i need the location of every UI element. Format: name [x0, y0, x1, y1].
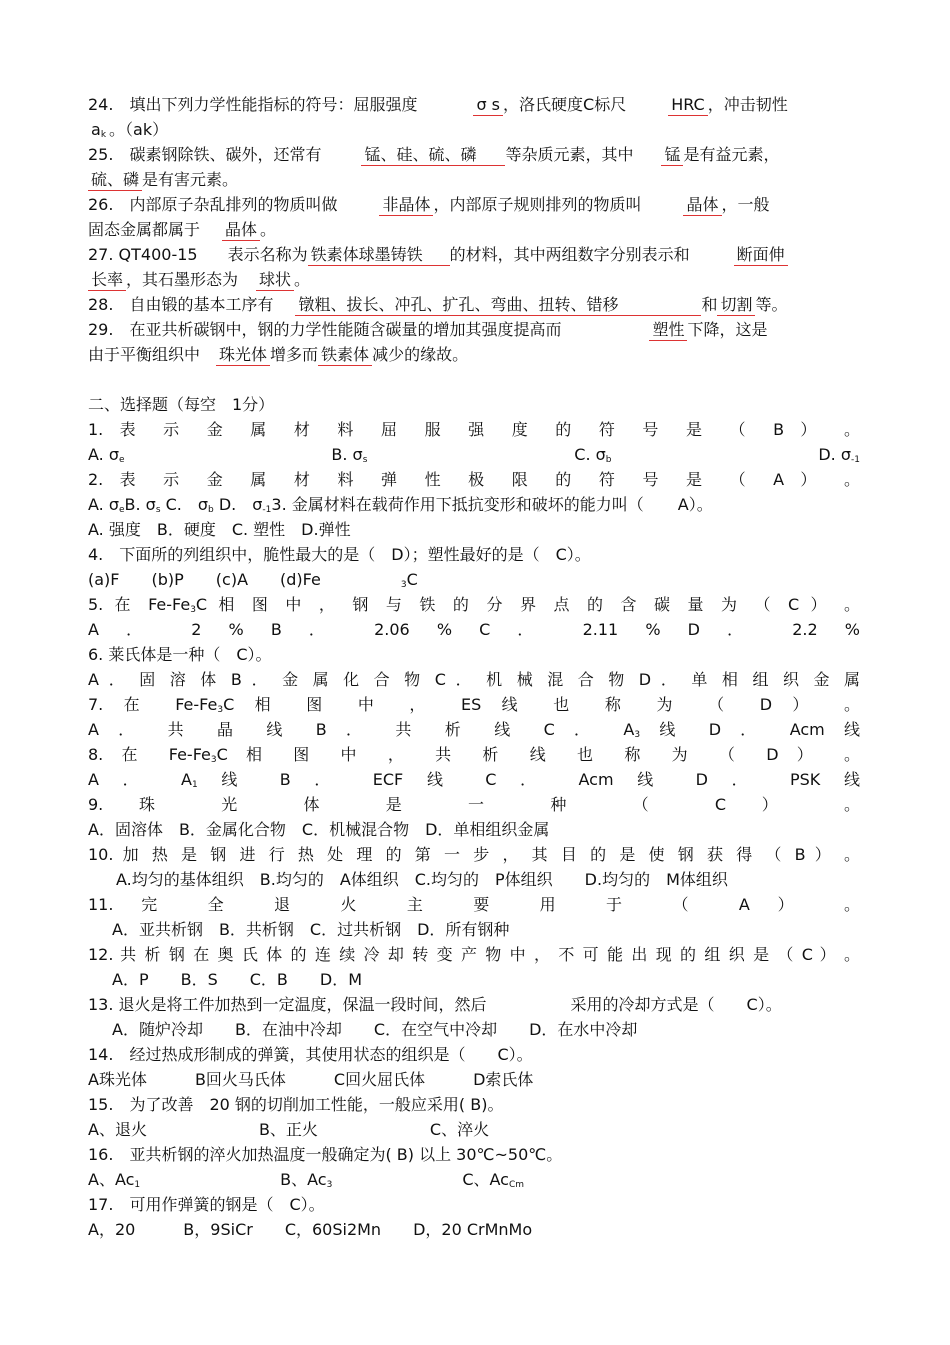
- choice-q2: 2. 表 示 金 属 材 料 弹 性 极 限 的 符 号 是 （ A ） 。: [88, 470, 860, 489]
- choice-q10-options: A.均匀的基体组织 B.均匀的 A体组织 C.均匀的 P体组织 D.均匀的 M体组织: [116, 870, 728, 889]
- q24-line2: [88, 117, 860, 142]
- q28-text: 28. 自由锻的基本工序有: [88, 295, 274, 314]
- q25-answer-beneficial: 锰: [661, 145, 683, 166]
- q24-text3: ，冲击韧性: [707, 95, 788, 114]
- q24-line1: [88, 92, 860, 117]
- document-page: [88, 92, 860, 1242]
- q27-text2: 的材料，其中两组数字分别表示和: [449, 245, 690, 264]
- choice-q17-options: A，20 B，9SiCr C，60Si2Mn D，20 CrMnMo: [88, 1220, 533, 1239]
- choice-q15: 15. 为了改善 20 钢的切削加工性能，一般应采用( B)。: [88, 1095, 504, 1114]
- q27-text3: ，其石墨形态为: [126, 270, 239, 289]
- q26-text4: 固态金属都属于: [88, 220, 201, 239]
- choice-q11-options: A．亚共析钢 B．共析钢 C．过共析钢 D．所有钢种: [112, 920, 510, 939]
- q29-answer-ferrite: 铁素体: [318, 345, 372, 366]
- choice-q12: 12. 共 析 钢 在 奥 氏 体 的 连 续 冷 却 转 变 产 物 中 ， 不 可 能 出 现 的 组 织 是 （ C ） 。: [88, 945, 860, 964]
- choice-q6: 6. 莱氏体是一种（ C）。: [88, 645, 272, 664]
- q29-answer-plasticity: 塑性: [649, 320, 687, 341]
- q25-text3: 是有益元素，: [683, 145, 780, 164]
- q27-text: 27. QT400-15: [88, 245, 198, 264]
- q26-answer-crystal: 晶体: [683, 195, 721, 216]
- q29-answer-pearlite: 珠光体: [216, 345, 270, 366]
- choice-q13-options: A．随炉冷却 B．在油中冷却 C．在空气中冷却 D．在水中冷却: [112, 1020, 638, 1039]
- q24-answer-ak: $a_k$: [88, 120, 109, 142]
- q27-line1: 27. QT400-15 表示名称为 铁素体球墨铸铁 的材料，其中两组数字分别表示和 断面伸: [88, 242, 860, 267]
- q27-answer-shape: 球状: [256, 270, 294, 291]
- choice-q14: 14. 经过热成形制成的弹簧，其使用状态的组织是（ C）。: [88, 1045, 533, 1064]
- q24-answer-yield: σ s: [473, 95, 503, 116]
- choice-q9: 9. 珠 光 体 是 一 种 （ C ） 。: [88, 795, 860, 814]
- choice-q2-options-q3: A. $\sigma_eB$. $\sigma_s$ C. $\sigma_b$ D. $\sigma_{-1}3$. 金属材料在载荷作用下抵抗变形和破坏的能力叫（ A）。: [88, 495, 713, 515]
- q27-line2: 长率 ，其石墨形态为 球状 。: [88, 267, 860, 292]
- choice-q4-options: (a)F (b)P (c)A (d)Fe $_3$C: [88, 570, 418, 590]
- q26-text2: ，内部原子规则排列的物质叫: [433, 195, 642, 214]
- q26-line1: [88, 192, 860, 217]
- choice-q5-options: A ． 2 % B ． 2.06 % C ． 2.11 % D ． 2.2 %: [88, 620, 860, 639]
- choice-q16: 16. 亚共析钢的淬火加热温度一般确定为( B) 以上 30℃~50℃。: [88, 1145, 563, 1164]
- q26-text: 26. 内部原子杂乱排列的物质叫做: [88, 195, 338, 214]
- choice-q5: 5. 在 $Fe-Fe_3C$ 相 图 中 ， 钢 与 铁 的 分 界 点 的 含 碳 量 为 （ C ） 。: [88, 595, 860, 615]
- q24-text: 24. 填出下列力学性能指标的符号：屈服强度: [88, 95, 418, 114]
- q28-answer-operations: 镦粗、拔长、冲孔、扩孔、弯曲、扭转、错移: [295, 295, 701, 316]
- choice-q4: 4. 下面所的列组织中，脆性最大的是（ D）；塑性最好的是（ C）。: [88, 545, 591, 564]
- choice-q12-options: A．P B．S C．B D．M: [112, 970, 363, 989]
- choice-q13: 13. 退火是将工件加热到一定温度，保温一段时间，然后 采用的冷却方式是（ C）。: [88, 995, 782, 1014]
- choice-q8-options: A ． $A_1$ 线 B ． ECF 线 C ． Acm 线 D ． PSK 线: [88, 770, 860, 790]
- q28-answer-cut: 切割: [717, 295, 755, 316]
- choice-q6-options: A ． 固 溶 体 B ． 金 属 化 合 物 C ． 机 械 混 合 物 D ． 单 相 组 织 金 属: [88, 670, 860, 689]
- q27-answer-name: 铁素体球墨铸铁: [308, 245, 450, 266]
- choice-q3-options: A. 强度 B．硬度 C. 塑性 D.弹性: [88, 520, 351, 539]
- choice-q7: 7. 在 $Fe-Fe_3C$ 相 图 中 ， ES 线 也 称 为 （ D ） 。: [88, 695, 860, 715]
- q25-answer-elements: 锰、硅、硫、磷: [361, 145, 505, 166]
- choice-q11: 11. 完 全 退 火 主 要 用 于 （ A ） 。: [88, 895, 860, 914]
- q29-text2: 下降，这是: [687, 320, 768, 339]
- choice-q15-options: A、退火 B、正火 C、淬火: [88, 1120, 490, 1139]
- q25-text: 25. 碳素钢除铁、碳外，还常有: [88, 145, 322, 164]
- q25-answer-harmful: 硫、磷: [88, 170, 142, 191]
- choice-q17: 17. 可用作弹簧的钢是（ C）。: [88, 1195, 325, 1214]
- q26-line2: 固态金属都属于 晶体 。: [88, 220, 277, 239]
- q29-line1: [88, 317, 860, 342]
- q29-text: 29. 在亚共析碳钢中，钢的力学性能随含碳量的增加其强度提高而: [88, 320, 562, 339]
- q27-answer-elongation-cont: 长率: [88, 270, 126, 291]
- q25-line1: [88, 142, 860, 167]
- choice-q16-options: A、$Ac_1$ B、$Ac_3$ C、$Ac_{Cm}$: [88, 1170, 525, 1190]
- choice-q8: 8. 在 $Fe-Fe_3C$ 相 图 中 ， 共 析 线 也 称 为 （ D ） 。: [88, 745, 860, 765]
- choice-q14-options: A珠光体 B回火马氏体 C回火屈氏体 D索氏体: [88, 1070, 534, 1089]
- q26-answer-metal: 晶体: [222, 220, 260, 241]
- q27-answer-elongation: 断面伸: [734, 245, 788, 266]
- q25-text4: 是有害元素。: [142, 170, 239, 189]
- choice-q9-options: A．固溶体 B．金属化合物 C．机械混合物 D．单相组织金属: [88, 820, 550, 839]
- q24-text4: 。（ak）: [109, 120, 169, 139]
- q24-text2: ，洛氏硬度C标尺: [503, 95, 627, 114]
- q24-answer-hrc: HRC: [668, 95, 708, 116]
- choice-q1: 1. 表 示 金 属 材 料 屈 服 强 度 的 符 号 是 （ B ） 。: [88, 420, 860, 439]
- q29-line2: 由于平衡组织中 珠光体 增多而 铁素体 减少的缘故。: [88, 345, 469, 364]
- q26-text3: ，一般: [721, 195, 770, 214]
- choice-q10: 10. 加 热 是 钢 进 行 热 处 理 的 第 一 步 ， 其 目 的 是 使 钢 获 得 （ B ） 。: [88, 845, 860, 864]
- choice-q7-options: A ． 共 晶 线 B ． 共 析 线 C ． $A_3$ 线 D ． Acm 线: [88, 720, 860, 740]
- q26-answer-amorphous: 非晶体: [379, 195, 433, 216]
- q25-text2: 等杂质元素，其中: [505, 145, 634, 164]
- section-heading: 二、选择题（每空 1分）: [88, 395, 275, 414]
- choice-q1-options: A. $\sigma_e$ B. $\sigma_s$ C. $\sigma_b$ D. $\sigma_{-1}$: [88, 445, 860, 465]
- q28-line: 28. 自由锻的基本工序有 镦粗、拔长、冲孔、扩孔、弯曲、扭转、错移 和 切割 等。: [88, 295, 788, 314]
- q25-line2: [88, 167, 860, 192]
- q29-text3: 由于平衡组织中: [88, 345, 201, 364]
